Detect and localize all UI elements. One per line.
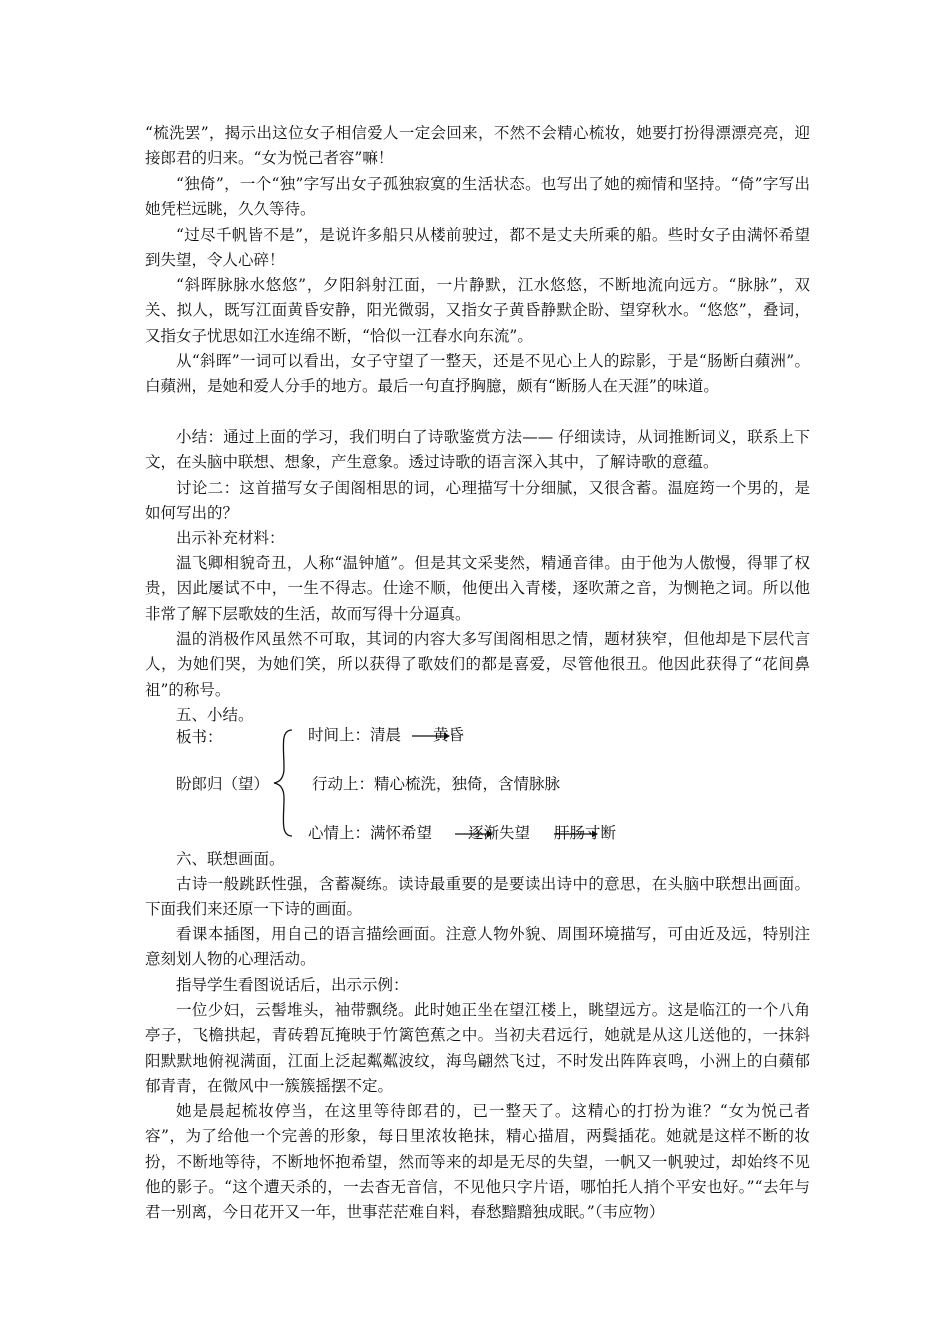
board-center-title: 盼郎归（望） (176, 775, 270, 793)
paragraph-guojin: “过尽千帆皆不是”，是说许多船只从楼前驶过，都不是丈夫所乘的船。些时女子由满怀希望到失望，令人心碎！ (145, 226, 810, 270)
section-six-heading: 六、联想画面。 (176, 850, 285, 868)
paragraph-duyi: “独倚”，一个“独”字写出女子孤独寂寞的生活状态。也写出了她的痴情和坚持。“倚”字写出她凭栏远眺，久久等待。 (145, 175, 810, 219)
paragraph-supplement-heading: 出示补充材料： (176, 529, 285, 547)
board-row-mood-tail: 肝肠寸断 (554, 824, 617, 842)
board-row-mood-mid: 逐渐失望 (468, 824, 531, 842)
paragraph-example-young-woman: 一位少妇，云髻堆头，袖带飘绕。此时她正坐在望江楼上，眺望远方。这是临江的一个八角亭子，飞檐拱起，青砖碧瓦掩映于竹篱笆蕉之中。当初夫君远行，她就是从这儿送他的，一抹斜阳默默地俯视满面，江面上泛起粼粼波纹，海鸟翩然飞过，不时发出阵阵哀鸣，小洲上的白蘋郁郁青青，在微风中一簇簇摇摆不定。 (145, 1001, 810, 1095)
paragraph-textbook-illustration: 看课本插图，用自己的语言描绘画面。注意人物外貌、周围环境描写，可由近及远，特别注意刻划人物的心理活动。 (145, 925, 810, 969)
paragraph-discussion-two: 讨论二：这首描写女子闺阁相思的词，心理描写十分细腻，又很含蓄。温庭筠一个男的，是如何写出的？ (145, 479, 810, 523)
paragraph-wen-style: 温的消极作风虽然不可取，其词的内容大多写闺阁相思之情，题材狭窄，但他却是下层代言人，为她们哭，为她们笑，所以获得了歌妓们的都是喜爱，尽管他很丑。他因此获得了“花间鼻祖”的称号。 (145, 630, 810, 699)
paragraph-example-waiting: 她是晨起梳妆停当，在这里等待郎君的，已一整天了。这精心的打扮为谁？“女为悦己者容”，为了给他一个完善的形象，每日里浓妆艳抹，精心描眉，两鬓插花。她就是这样不断的妆扮，不断地等待，不断地怀抱希望，然而等来的却是无尽的失望，一帆又一帆驶过，却始终不见他的影子。“这个遭天杀的，一去杳无音信，不见他只字片语，哪怕托人捎个平安也好。”“去年与君一别离，今日花开又一年，世事茫茫难自料，春愁黯黯独成眠。”（韦应物） (145, 1102, 810, 1222)
paragraph-xiehui: “斜晖脉脉水悠悠”，夕阳斜射江面，一片静默，江水悠悠，不断地流向远方。“脉脉”，双关、拟人，既写江面黄昏安静，阳光微弱，又指女子黄昏静默企盼、望穿秋水。“悠悠”，叠词，又指女子忧思如江水连绵不断，“恰似一江春水向东流”。 (145, 276, 810, 345)
board-row-time-tail: 黄昏 (433, 726, 465, 744)
paragraph-guide-students: 指导学生看图说话后，出示示例： (176, 976, 409, 994)
paragraph-changduan: 从“斜晖”一词可以看出，女子守望了一整天，还是不见心上人的踪影，于是“肠断白蘋洲”。白蘋洲，是她和爱人分手的地方。最后一句直抒胸臆，颇有“断肠人在天涯”的味道。 (145, 352, 810, 396)
paragraph-summary: 小结：通过上面的学习，我们明白了诗歌鉴赏方法—— 仔细读诗，从词推断词义，联系上下文，在头脑中联想、想象，产生意象。透过诗歌的语言深入其中，了解诗歌的意蕴。 (145, 428, 810, 472)
paragraph-shuxi: “梳洗罢”，揭示出这位女子相信爱人一定会回来，不然不会精心梳妆，她要打扮得漂漂亮亮，迎接郎君的归来。“女为悦己者容”嘛！ (145, 124, 810, 168)
board-row-mood-head: 心情上：满怀希望 (308, 824, 433, 842)
curly-brace (270, 728, 300, 838)
paragraph-wen-feiqing: 温飞卿相貌奇丑，人称“温钟馗”。但是其文采斐然，精通音律。由于他为人傲慢，得罪了权贵，因此屡试不中，一生不得志。仕途不顺，他便出入青楼，逐吹萧之音，为恻艳之词。所以他非常了解下层歌妓的生活，故而写得十分逼真。 (145, 554, 810, 623)
board-label: 板书： (176, 728, 223, 746)
board-row-action: 行动上：精心梳洗，独倚，含情脉脉 (312, 775, 561, 793)
section-five-heading: 五、小结。 (176, 706, 254, 724)
paragraph-ancient-poetry: 古诗一般跳跃性强，含蓄凝练。读诗最重要的是要读出诗中的意思，在头脑中联想出画面。下面我们来还原一下诗的画面。 (145, 875, 810, 919)
board-row-time-head: 时间上：清晨 (308, 726, 402, 744)
